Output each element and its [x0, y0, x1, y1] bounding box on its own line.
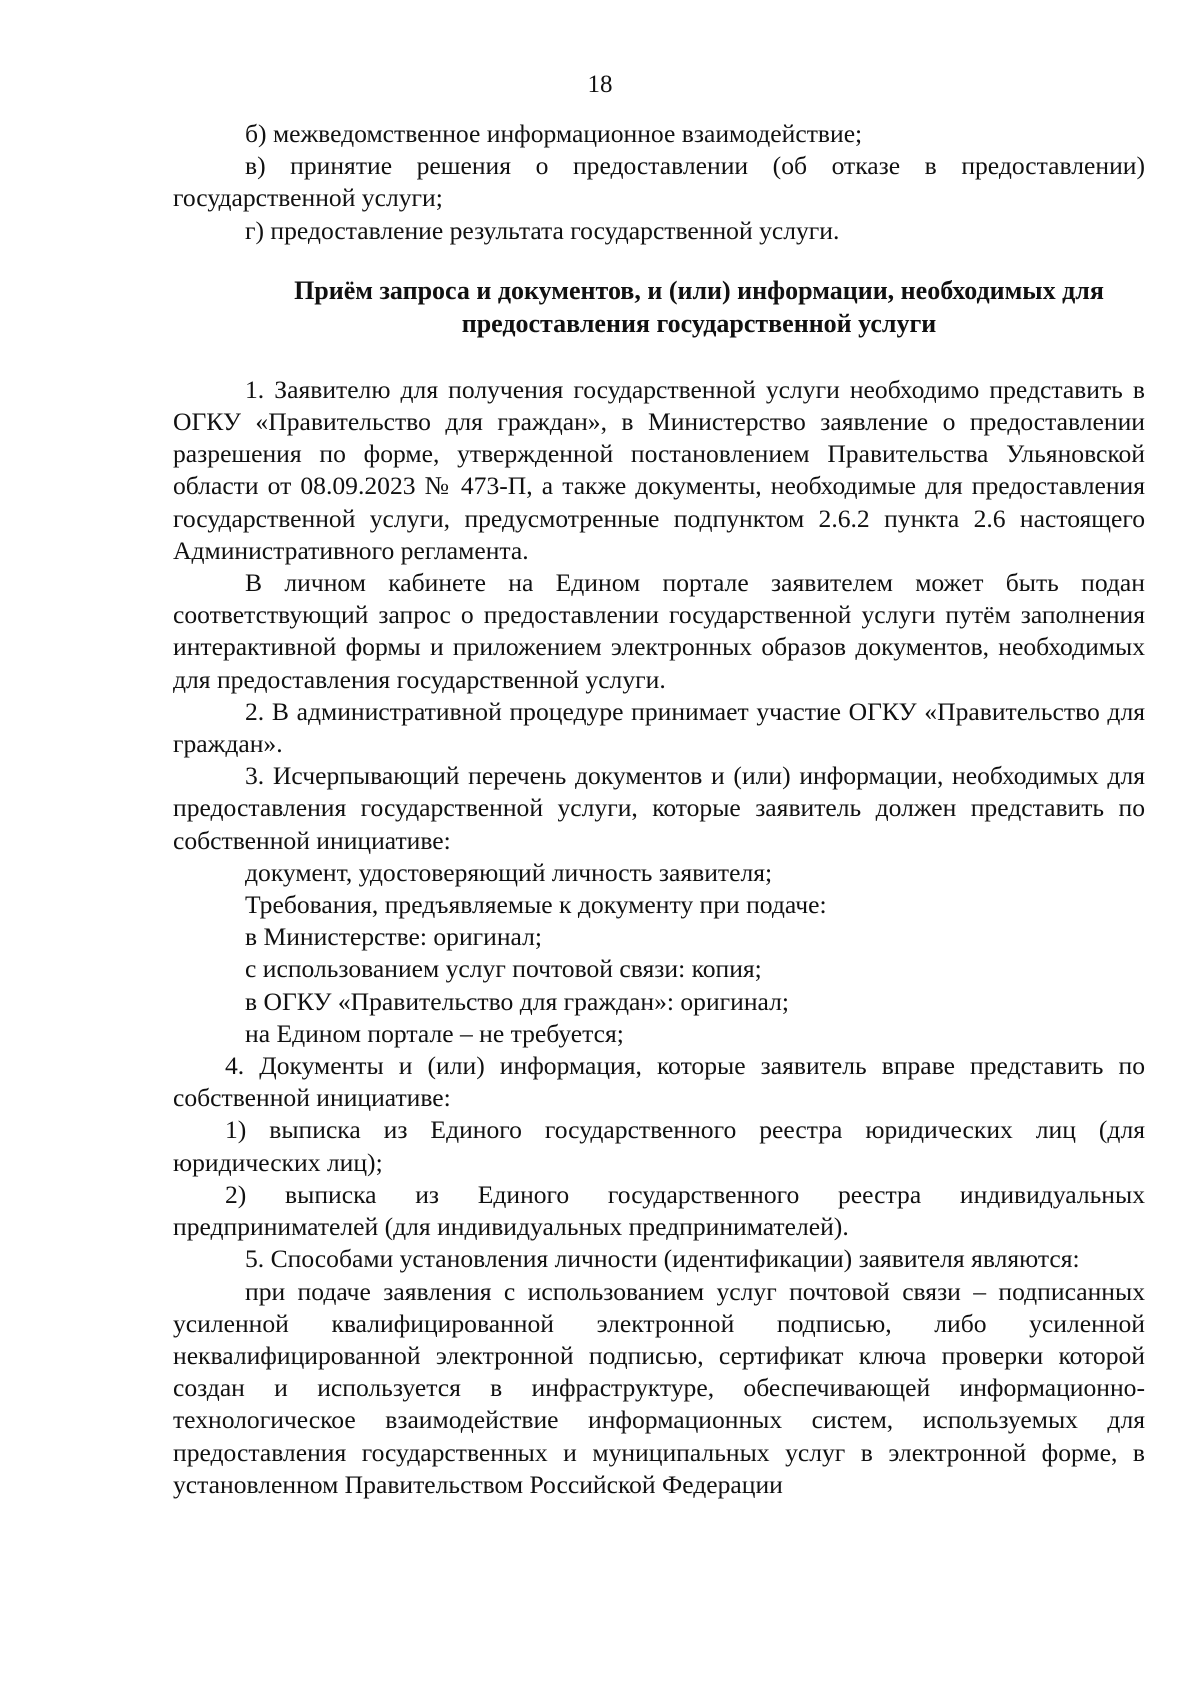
section-heading [173, 274, 1145, 340]
document-body [173, 118, 1145, 1501]
intro-item-b: б) межведомственное информационное взаимодействие; [245, 119, 863, 148]
list-item-requirements: Требования, предъявляемые к документу при подаче: [245, 890, 827, 920]
paragraph-personal-account: В личном кабинете на Едином портале заявителем может быть подан соответствующий запрос о предоставлении государственной услуги путём заполнения интерактивной формы и приложением электронных образов документов, необходимых для предоставления государственной услуги. [173, 568, 1145, 694]
paragraph-5: 5. Способами установления личности (идентификации) заявителя являются: [245, 1244, 1080, 1274]
intro-item-g: г) предоставление результата государственной услуги. [245, 215, 840, 245]
paragraph-3: 3. Исчерпывающий перечень документов и (или) информации, необходимых для предоставления государственной услуги, которые заявитель должен представить по собственной инициативе: [173, 761, 1145, 855]
list-item-1: 1) выписка из Единого государственного реестра юридических лиц (для юридических лиц); [173, 1115, 1145, 1177]
list-item-2: 2) выписка из Единого государственного реестра индивидуальных предпринимателей (для индивидуальных предпринимателей). [173, 1179, 1145, 1242]
paragraph-postal-submission: при подаче заявления с использованием услуг почтовой связи – подписанных усиленной квалифицированной электронной подписью, либо усиленной неквалифицированной электронной подписью, сертификат ключа проверки которой создан и используется в инфраструктуре, обеспечивающей информационно-технологическое взаимодействие информационных систем, используемых для предоставления государственных и муниципальных услуг в электронной форме, в установленном Правительством Российской Федерации [173, 1276, 1145, 1499]
list-item-ministry: в Министерстве: оригинал; [245, 922, 543, 952]
section-heading-line-1: Приём запроса и документов, и (или) информации, необходимых для [294, 275, 1104, 305]
paragraph-4: 4. Документы и (или) информация, которые заявитель вправе представить по собственной инициативе: [173, 1051, 1145, 1113]
paragraph-1: 1. Заявителю для получения государственной услуги необходимо представить в ОГКУ «Правительство для граждан», в Министерство заявление о предоставлении разрешения по форме, утвержденной постановлением Правительства Ульяновской области от 08.09.2023 № 473-П, а также документы, необходимые для предоставления государственной услуги, предусмотренные подпунктом 2.6.2 пункта 2.6 настоящего Административного регламента. [173, 374, 1145, 565]
paragraph-2: 2. В административной процедуре принимает участие ОГКУ «Правительство для граждан». [173, 696, 1145, 759]
list-item-ogku: в ОГКУ «Правительство для граждан»: оригинал; [245, 986, 790, 1016]
section-heading-line-2: предоставления государственной услуги [461, 308, 937, 338]
intro-item-v: в) принятие решения о предоставлении (об отказе в предоставлении) государственной услуги; [173, 151, 1145, 213]
list-item-identity-document: документ, удостоверяющий личность заявителя; [245, 857, 773, 887]
list-item-postal: с использованием услуг почтовой связи: копия; [245, 954, 762, 984]
list-item-portal: на Едином портале – не требуется; [245, 1018, 624, 1048]
page-number: 18 [587, 71, 613, 98]
